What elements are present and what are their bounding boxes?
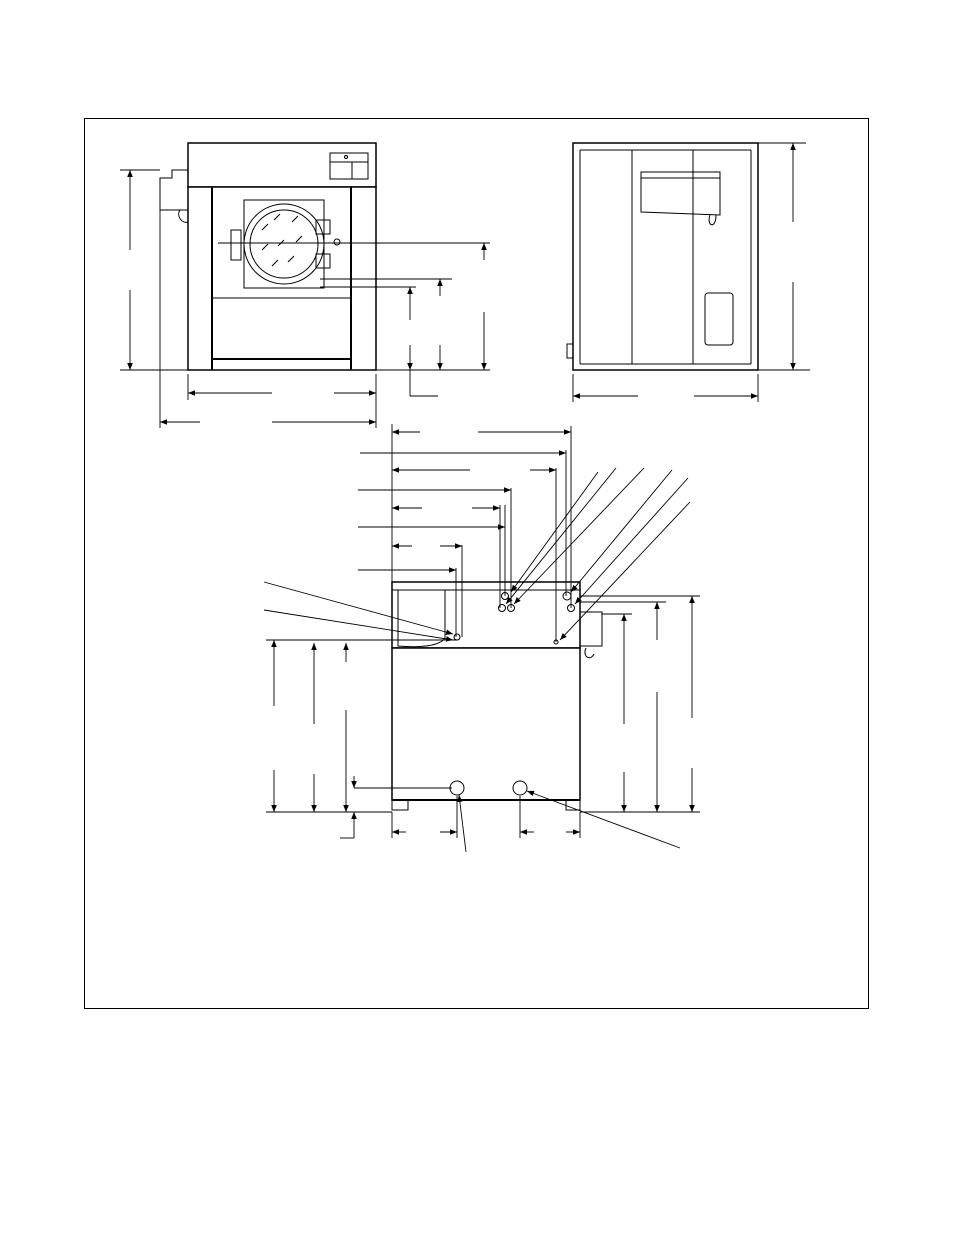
leader-arrow [511,472,598,592]
control-panel-header [188,143,376,187]
side-panel [573,143,758,370]
rear-view [264,424,700,852]
leader-arrow [459,795,466,852]
side-view [567,143,810,402]
leader-arrow [575,478,688,604]
machine-body [188,187,376,370]
leader-arrow [560,502,690,640]
rear-body [392,648,580,800]
rear-top-panel [392,582,580,648]
front-view [120,143,490,428]
